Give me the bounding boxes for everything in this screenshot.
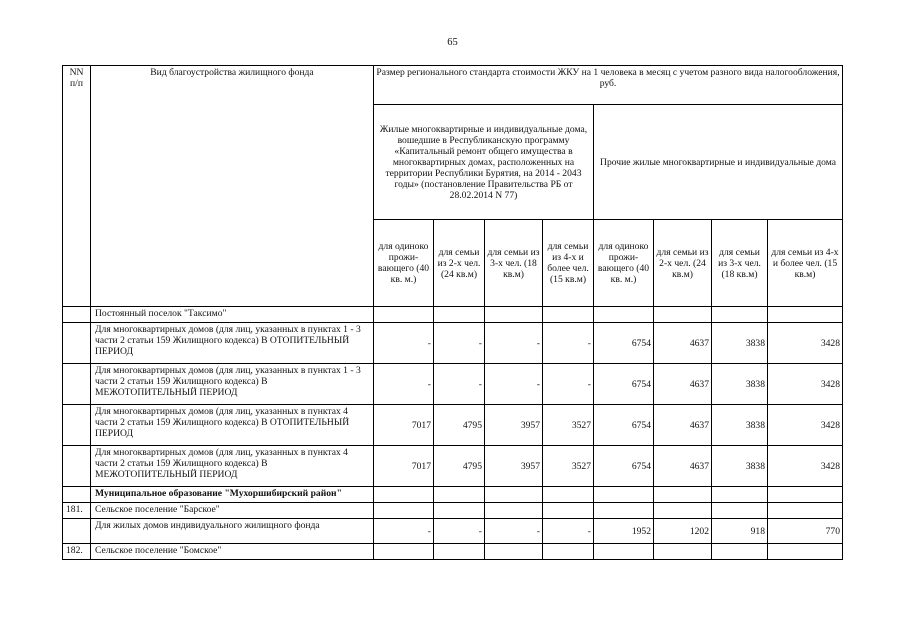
cell-value xyxy=(485,307,543,323)
cell-value: 770 xyxy=(768,519,843,544)
cell-value xyxy=(654,307,712,323)
table-row xyxy=(63,544,843,560)
cell-value: - xyxy=(434,519,485,544)
row-description: Для многоквартирных домов (для лиц, указанных в пунктах 4 части 2 статьи 159 Жилищного кодекса) В МЕЖОТОПИТЕЛЬНЫЙ ПЕРИОД xyxy=(91,446,374,487)
cell-value xyxy=(374,503,434,519)
row-description: Для многоквартирных домов (для лиц, указанных в пунктах 1 - 3 части 2 статьи 159 Жилищного кодекса) В МЕЖОТОПИТЕЛЬНЫЙ ПЕРИОД xyxy=(91,364,374,405)
cell-value xyxy=(712,544,768,560)
cell-value: - xyxy=(543,364,594,405)
cell-value xyxy=(594,487,654,503)
cell-value xyxy=(712,487,768,503)
cell-value: 4795 xyxy=(434,405,485,446)
cell-value xyxy=(654,487,712,503)
cell-value xyxy=(654,503,712,519)
table-row xyxy=(63,364,843,405)
row-number xyxy=(63,446,91,487)
header-nn: NN п/п xyxy=(63,66,91,307)
cell-value: 3428 xyxy=(768,446,843,487)
header-type: Вид благоустройства жилищного фонда xyxy=(91,66,374,307)
row-number xyxy=(63,405,91,446)
cell-value: 4637 xyxy=(654,323,712,364)
cell-value: - xyxy=(543,519,594,544)
cell-value xyxy=(768,544,843,560)
cell-value: 6754 xyxy=(594,364,654,405)
table-row xyxy=(63,405,843,446)
header-group-other: Прочие жилые многоквартирные и индивидуальные дома xyxy=(594,105,843,220)
cell-value: 3957 xyxy=(485,446,543,487)
subheader-b-3: для семьи из 3-х чел. (18 кв.м) xyxy=(712,220,768,307)
cell-value xyxy=(712,307,768,323)
cell-value xyxy=(374,307,434,323)
cell-value xyxy=(543,544,594,560)
cell-value: 3838 xyxy=(712,405,768,446)
table-row xyxy=(63,323,843,364)
table-row xyxy=(63,446,843,487)
cell-value: 3527 xyxy=(543,446,594,487)
subheader-b-1: для одиноко прожи-вающего (40 кв. м.) xyxy=(594,220,654,307)
cell-value xyxy=(434,307,485,323)
cell-value: 7017 xyxy=(374,446,434,487)
subheader-a-3: для семьи из 3-х чел. (18 кв.м) xyxy=(485,220,543,307)
row-number xyxy=(63,323,91,364)
cell-value: 3428 xyxy=(768,405,843,446)
row-description: Сельское поселение "Бомское" xyxy=(91,544,374,560)
page-number: 65 xyxy=(447,37,458,48)
cell-value: - xyxy=(485,364,543,405)
table-row xyxy=(63,307,843,323)
subheader-a-4: для семьи из 4-х и более чел. (15 кв.м) xyxy=(543,220,594,307)
cell-value xyxy=(485,503,543,519)
row-description: Для многоквартирных домов (для лиц, указанных в пунктах 4 части 2 статьи 159 Жилищного кодекса) В ОТОПИТЕЛЬНЫЙ ПЕРИОД xyxy=(91,405,374,446)
header-size: Размер регионального стандарта стоимости ЖКУ на 1 человека в месяц с учетом разного вида налогообложения, руб. xyxy=(374,66,843,105)
cell-value: 3527 xyxy=(543,405,594,446)
cell-value xyxy=(374,487,434,503)
row-number: 181. xyxy=(63,503,91,519)
cell-value: - xyxy=(374,519,434,544)
cell-value xyxy=(654,544,712,560)
row-number xyxy=(63,519,91,544)
cell-value xyxy=(768,503,843,519)
cell-value: 6754 xyxy=(594,405,654,446)
cell-value xyxy=(768,307,843,323)
cell-value: 7017 xyxy=(374,405,434,446)
cell-value: 3838 xyxy=(712,446,768,487)
cell-value xyxy=(543,503,594,519)
cell-value: 4637 xyxy=(654,364,712,405)
cell-value: - xyxy=(374,323,434,364)
subheader-b-2: для семьи из 2-х чел. (24 кв.м) xyxy=(654,220,712,307)
row-number xyxy=(63,487,91,503)
subheader-b-4: для семьи из 4-х и более чел. (15 кв.м) xyxy=(768,220,843,307)
row-description: Для многоквартирных домов (для лиц, указанных в пунктах 1 - 3 части 2 статьи 159 Жилищного кодекса) В ОТОПИТЕЛЬНЫЙ ПЕРИОД xyxy=(91,323,374,364)
cell-value: - xyxy=(434,364,485,405)
cell-value xyxy=(543,487,594,503)
cell-value: 3838 xyxy=(712,364,768,405)
cell-value: 3838 xyxy=(712,323,768,364)
table-row xyxy=(63,503,843,519)
cell-value: 918 xyxy=(712,519,768,544)
row-number: 182. xyxy=(63,544,91,560)
cell-value: 6754 xyxy=(594,446,654,487)
row-description: Для жилых домов индивидуального жилищного фонда xyxy=(91,519,374,544)
subheader-a-2: для семьи из 2-х чел. (24 кв.м) xyxy=(434,220,485,307)
table-row xyxy=(63,487,843,503)
row-description: Муниципальное образование "Мухоршибирский район" xyxy=(91,487,374,503)
cell-value xyxy=(594,503,654,519)
cell-value: 3957 xyxy=(485,405,543,446)
cell-value: - xyxy=(485,519,543,544)
tariff-table xyxy=(62,65,843,560)
cell-value: - xyxy=(485,323,543,364)
cell-value: 1952 xyxy=(594,519,654,544)
cell-value xyxy=(768,487,843,503)
cell-value xyxy=(594,307,654,323)
table-row xyxy=(63,519,843,544)
cell-value: 4637 xyxy=(654,446,712,487)
cell-value: - xyxy=(543,323,594,364)
cell-value xyxy=(594,544,654,560)
cell-value: 6754 xyxy=(594,323,654,364)
row-description: Сельское поселение "Барское" xyxy=(91,503,374,519)
cell-value xyxy=(485,544,543,560)
cell-value: 3428 xyxy=(768,323,843,364)
cell-value xyxy=(543,307,594,323)
cell-value: 3428 xyxy=(768,364,843,405)
cell-value xyxy=(434,503,485,519)
header-group-capital-repair: Жилые многоквартирные и индивидуальные дома, вошедшие в Республиканскую программу «Капитальный ремонт общего имущества в многоквартирных домах, расположенных на территории Республики Бурятия, на 2014 - 2043 годы» (постановление Правительства РБ от 28.02.2014 N 77) xyxy=(374,105,594,220)
cell-value: 4795 xyxy=(434,446,485,487)
cell-value xyxy=(434,544,485,560)
cell-value: - xyxy=(434,323,485,364)
cell-value xyxy=(434,487,485,503)
row-number xyxy=(63,307,91,323)
cell-value: 4637 xyxy=(654,405,712,446)
cell-value xyxy=(374,544,434,560)
row-number xyxy=(63,364,91,405)
cell-value xyxy=(485,487,543,503)
row-description: Постоянный поселок "Таксимо" xyxy=(91,307,374,323)
cell-value xyxy=(712,503,768,519)
cell-value: - xyxy=(374,364,434,405)
cell-value: 1202 xyxy=(654,519,712,544)
subheader-a-1: для одиноко прожи-вающего (40 кв. м.) xyxy=(374,220,434,307)
